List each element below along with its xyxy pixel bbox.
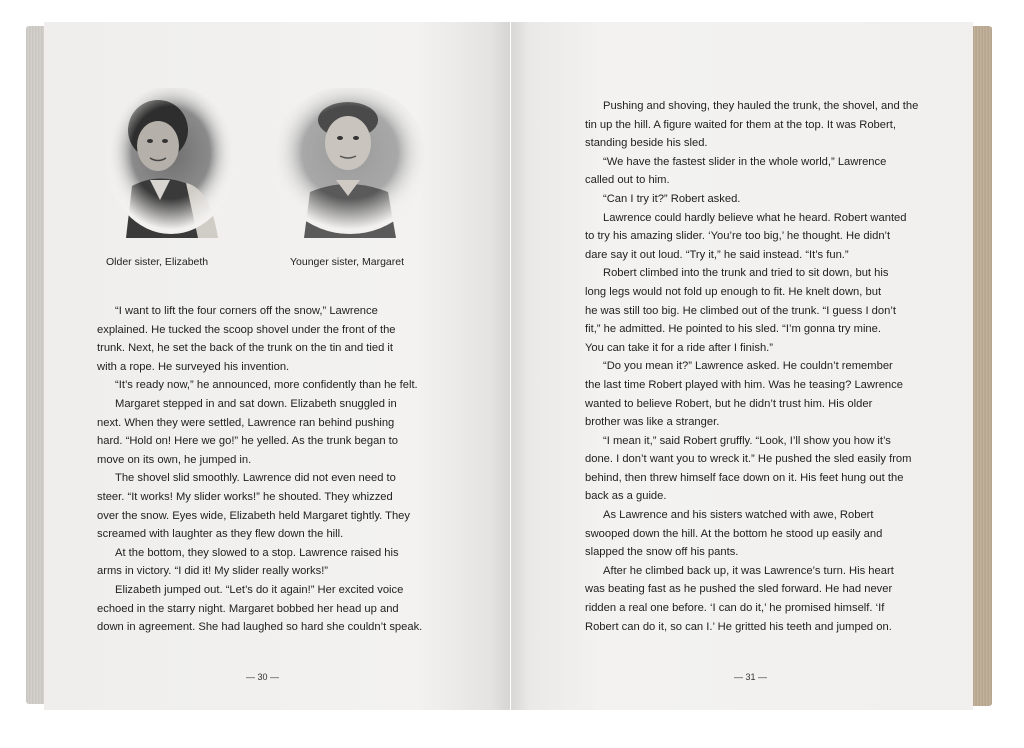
text-line: wanted to believe Robert, but he didn’t trust him. His older [585, 397, 873, 410]
page-number-right: — 31 — [734, 672, 768, 682]
text-line: next. When they were settled, Lawrence ran behind pushing [97, 416, 395, 429]
right-page-body-text [585, 97, 919, 636]
text-line: hard. “Hold on! Here we go!” he yelled. As the trunk began to [97, 435, 398, 448]
text-line: “I want to lift the four corners off the snow,” Lawrence [115, 305, 378, 317]
text-line: he was still too big. He climbed out of the trunk. “I guess I don’t [585, 304, 896, 317]
text-line: down in agreement. She had laughed so hard she couldn’t speak. [97, 621, 423, 634]
text-line: steer. “It works! My slider works!” he shouted. They whizzed [97, 490, 393, 503]
text-line: trunk. Next, he set the back of the trunk on the tin and tied it [97, 342, 394, 355]
text-line: At the bottom, they slowed to a stop. Lawrence raised his [115, 546, 399, 559]
left-page-body-text [97, 302, 427, 637]
text-line: with a rope. He surveyed his invention. [97, 360, 290, 373]
text-line: Elizabeth jumped out. “Let’s do it again!” Her excited voice [115, 583, 404, 596]
text-line: swooped down the hill. At the bottom he stood up easily and [585, 527, 883, 540]
text-line: Lawrence could hardly believe what he heard. Robert wanted [603, 211, 907, 224]
text-line: Margaret stepped in and sat down. Elizabeth snuggled in [115, 397, 397, 410]
text-line: tin up the hill. A figure waited for them at the top. It was Robert, [585, 118, 896, 131]
elizabeth-photo [106, 88, 236, 238]
text-line: the last time Robert played with him. Was he teasing? Lawrence [585, 378, 903, 391]
text-line: After he climbed back up, it was Lawrence’s turn. His heart [603, 564, 894, 577]
text-line: Robert can do it, so can I.’ He gritted his teeth and jumped on. [585, 620, 892, 633]
text-line: echoed in the starry night. Margaret bobbed her head up and [97, 602, 399, 615]
text-line: arms in victory. “I did it! My slider really works!” [97, 565, 329, 578]
text-line: was beating fast as he pushed the sled forward. He had never [585, 583, 893, 596]
elizabeth-caption: Older sister, Elizabeth [106, 256, 209, 268]
text-line: Robert climbed into the trunk and tried to sit down, but his [603, 267, 889, 280]
text-line: As Lawrence and his sisters watched with awe, Robert [603, 509, 874, 522]
text-line: “Can I try it?” Robert asked. [603, 192, 741, 205]
text-line: standing beside his sled. [585, 137, 708, 150]
text-line: ridden a real one before. ‘I can do it,’ he promised himself. ‘If [585, 602, 885, 615]
text-line: “It’s ready now,” he announced, more confidently than he felt. [115, 379, 418, 392]
text-line: “I mean it,” said Robert gruffly. “Look, I’ll show you how it’s [603, 434, 891, 447]
text-line: to try his amazing slider. ‘You’re too big,’ he thought. He didn’t [585, 230, 891, 243]
text-line: done. I don’t want you to wreck it.” He pushed the sled easily from [585, 453, 912, 466]
text-line: brother was like a stranger. [585, 416, 720, 429]
text-line: called out to him. [585, 174, 670, 187]
text-line: fit,” he admitted. He pointed to his sled. “I’m gonna try mine. [585, 323, 881, 336]
margaret-photo [270, 88, 430, 238]
text-line: dare say it out loud. “Try it,” he said instead. “It’s fun.” [585, 248, 849, 261]
page-number-left: — 30 — [246, 672, 280, 682]
text-line: long legs would not fold up enough to fit. He knelt down, but [585, 285, 882, 298]
text-line: The shovel slid smoothly. Lawrence did not even need to [115, 472, 396, 485]
text-line: slapped the snow off his pants. [585, 546, 739, 559]
text-line: “We have the fastest slider in the whole world,” Lawrence [603, 155, 887, 168]
text-line: back as a guide. [585, 490, 667, 503]
text-line: “Do you mean it?” Lawrence asked. He couldn’t remember [603, 360, 893, 373]
text-line: move on its own, he jumped in. [97, 453, 252, 466]
text-line: Pushing and shoving, they hauled the trunk, the shovel, and the [603, 100, 919, 112]
text-line: over the snow. Eyes wide, Elizabeth held Margaret tightly. They [97, 509, 410, 522]
text-line: You can take it for a ride after I finish.” [585, 341, 774, 354]
text-line: screamed with laughter as they flew down the hill. [97, 528, 344, 541]
text-line: explained. He tucked the scoop shovel under the front of the [97, 323, 396, 336]
margaret-caption: Younger sister, Margaret [290, 256, 405, 268]
text-line: behind, then threw himself face down on it. His feet hung out the [585, 471, 904, 484]
